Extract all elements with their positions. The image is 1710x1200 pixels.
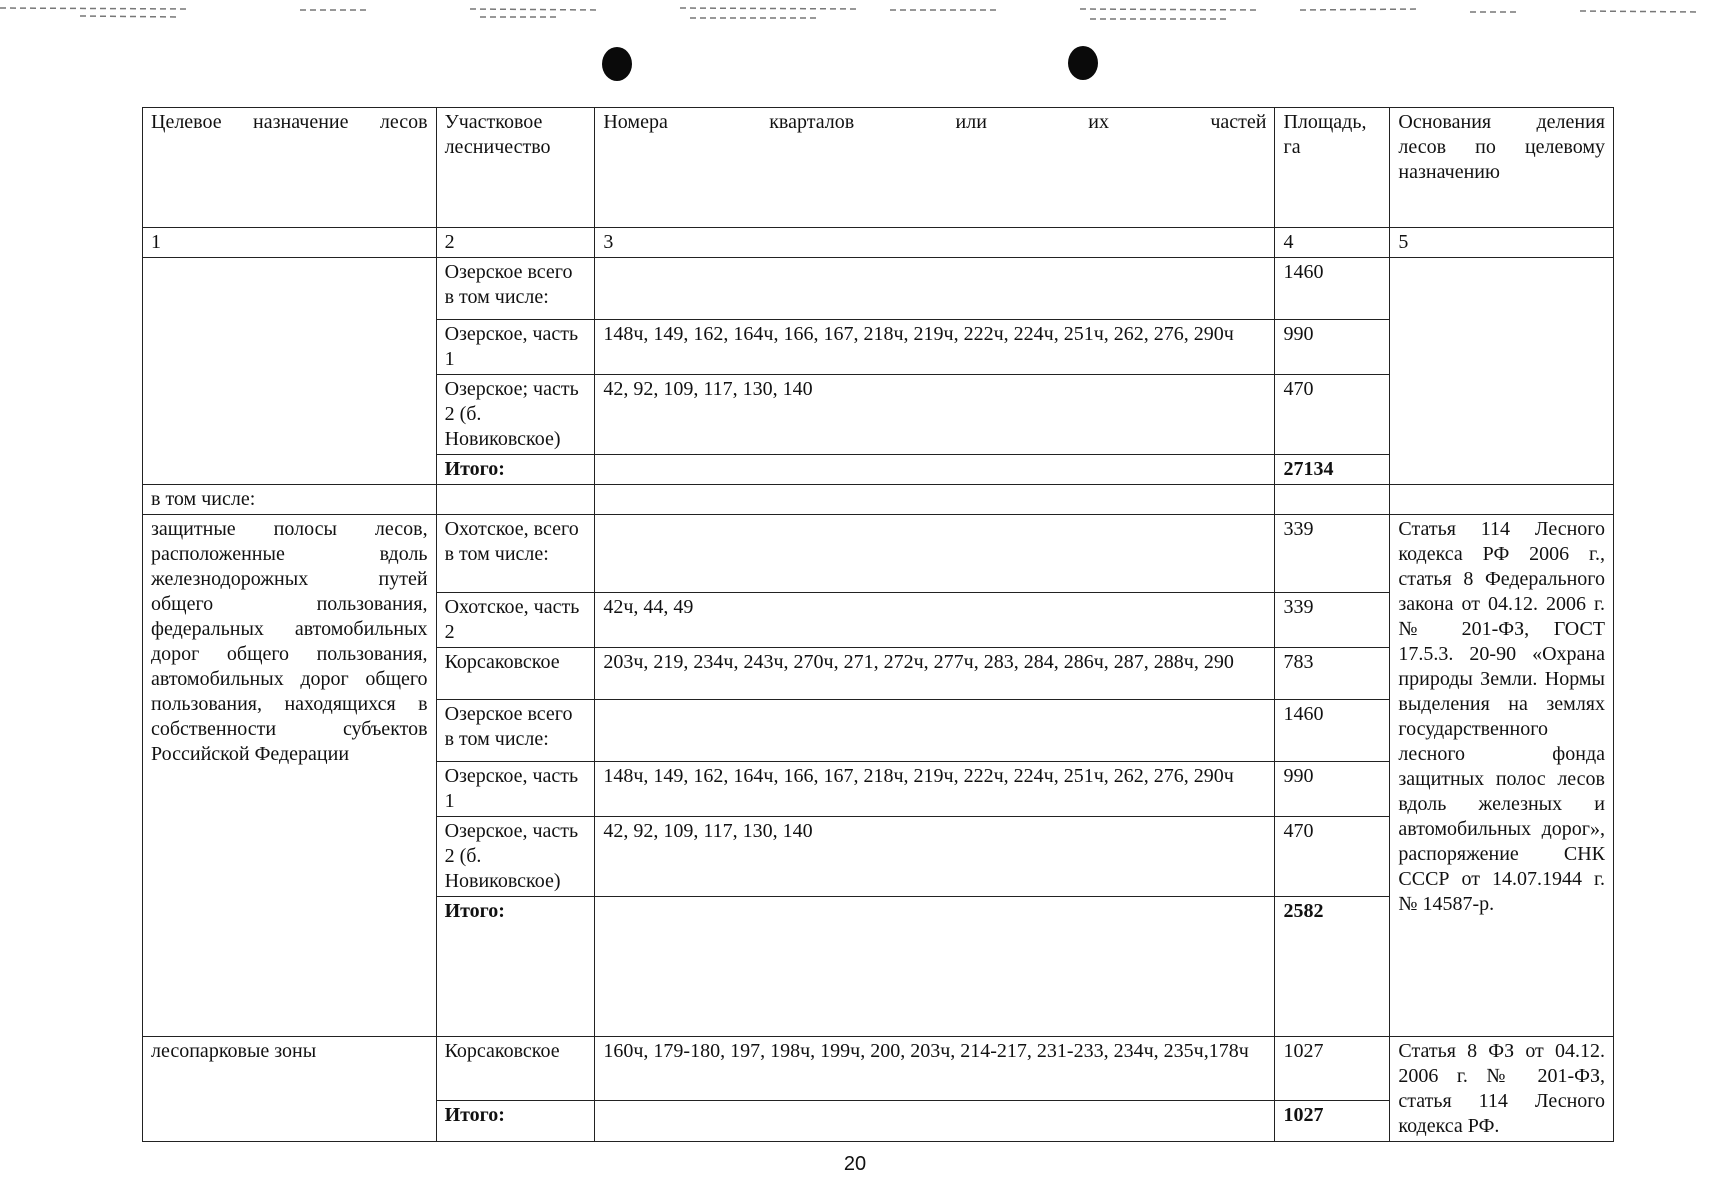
forestry-cell: Корсаковское [436, 648, 595, 700]
header-area: Площадь, га [1275, 108, 1390, 228]
including-label: в том числе: [143, 485, 437, 515]
area-cell: 339 [1275, 593, 1390, 648]
table-row [143, 1037, 1614, 1101]
page-number: 20 [843, 1153, 867, 1175]
quarters-cell: 42, 92, 109, 117, 130, 140 [595, 817, 1275, 897]
column-number: 1 [143, 228, 437, 258]
table-row [143, 258, 1614, 320]
forestry-cell: Корсаковское [436, 1037, 595, 1101]
column-number: 4 [1275, 228, 1390, 258]
purpose-cell: лесопарковые зоны [143, 1037, 437, 1142]
header-purpose: Целевое назначение лесов [143, 108, 437, 228]
forestry-cell: Озерское; часть 2 (б. Новиковское) [436, 375, 595, 455]
quarters-cell [595, 258, 1275, 320]
header-quarters: Номера кварталов или их частей [595, 108, 1275, 228]
column-number: 5 [1390, 228, 1614, 258]
total-value: 2582 [1275, 897, 1390, 1037]
quarters-cell [595, 1100, 1275, 1141]
area-cell: 990 [1275, 320, 1390, 375]
forestry-cell: Охотское, всего в том числе: [436, 515, 595, 593]
area-cell: 1460 [1275, 700, 1390, 762]
purpose-cell [143, 258, 437, 485]
forestry-cell: Озерское всего в том числе: [436, 700, 595, 762]
area-cell: 990 [1275, 762, 1390, 817]
quarters-cell [595, 897, 1275, 1037]
forestry-cell: Охотское, часть 2 [436, 593, 595, 648]
purpose-cell: защитные полосы лесов, расположенные вдоль железнодорожных путей общего пользования, федеральных автомобильных дорог общего пользования, автомобильных дорог общего пользования, находящихся в собственности субъектов Российской Федерации [143, 515, 437, 1037]
forest-purpose-table [142, 107, 1614, 1142]
forestry-cell: Озерское всего в том числе: [436, 258, 595, 320]
header-forestry: Участковое лесничество [436, 108, 595, 228]
quarters-cell [595, 455, 1275, 485]
total-label: Итого: [436, 455, 595, 485]
header-basis: Основания деления лесов по целевому назначению [1390, 108, 1614, 228]
quarters-cell: 148ч, 149, 162, 164ч, 166, 167, 218ч, 219ч, 222ч, 224ч, 251ч, 262, 276, 290ч [595, 320, 1275, 375]
quarters-cell: 160ч, 179-180, 197, 198ч, 199ч, 200, 203ч, 214-217, 231-233, 234ч, 235ч,178ч [595, 1037, 1275, 1101]
scan-noise [0, 0, 1710, 30]
header-row [143, 108, 1614, 228]
quarters-cell: 148ч, 149, 162, 164ч, 166, 167, 218ч, 219ч, 222ч, 224ч, 251ч, 262, 276, 290ч [595, 762, 1275, 817]
forestry-cell: Озерское, часть 1 [436, 762, 595, 817]
punch-hole [602, 47, 632, 81]
quarters-cell: 42ч, 44, 49 [595, 593, 1275, 648]
column-numbers-row [143, 228, 1614, 258]
area-cell: 470 [1275, 375, 1390, 455]
forestry-cell: Озерское, часть 1 [436, 320, 595, 375]
total-label: Итого: [436, 897, 595, 1037]
quarters-cell: 42, 92, 109, 117, 130, 140 [595, 375, 1275, 455]
area-cell: 470 [1275, 817, 1390, 897]
quarters-cell [595, 700, 1275, 762]
quarters-cell: 203ч, 219, 234ч, 243ч, 270ч, 271, 272ч, 277ч, 283, 284, 286ч, 287, 288ч, 290 [595, 648, 1275, 700]
total-value: 27134 [1275, 455, 1390, 485]
column-number: 3 [595, 228, 1275, 258]
quarters-cell [595, 515, 1275, 593]
area-cell: 1460 [1275, 258, 1390, 320]
basis-cell [1390, 258, 1614, 485]
basis-cell: Статья 114 Лесного кодекса РФ 2006 г., статья 8 Федерального закона от 04.12. 2006 г. № 201-ФЗ, ГОСТ 17.5.3. 20-90 «Охрана природы Земли. Нормы выделения на землях государственного лесного фонда защитных полос лесов вдоль железных и автомобильных дорог», распоряжение СНК СССР от 14.07.1944 г. № 14587-р. [1390, 515, 1614, 1037]
total-label: Итого: [436, 1100, 595, 1141]
basis-cell: Статья 8 ФЗ от 04.12. 2006 г. № 201-ФЗ, статья 114 Лесного кодекса РФ. [1390, 1037, 1614, 1142]
forestry-cell: Озерское, часть 2 (б. Новиковское) [436, 817, 595, 897]
area-cell: 1027 [1275, 1037, 1390, 1101]
area-cell: 339 [1275, 515, 1390, 593]
punch-hole [1068, 46, 1098, 80]
total-value: 1027 [1275, 1100, 1390, 1141]
including-row [143, 485, 1614, 515]
area-cell: 783 [1275, 648, 1390, 700]
column-number: 2 [436, 228, 595, 258]
table-row [143, 515, 1614, 593]
